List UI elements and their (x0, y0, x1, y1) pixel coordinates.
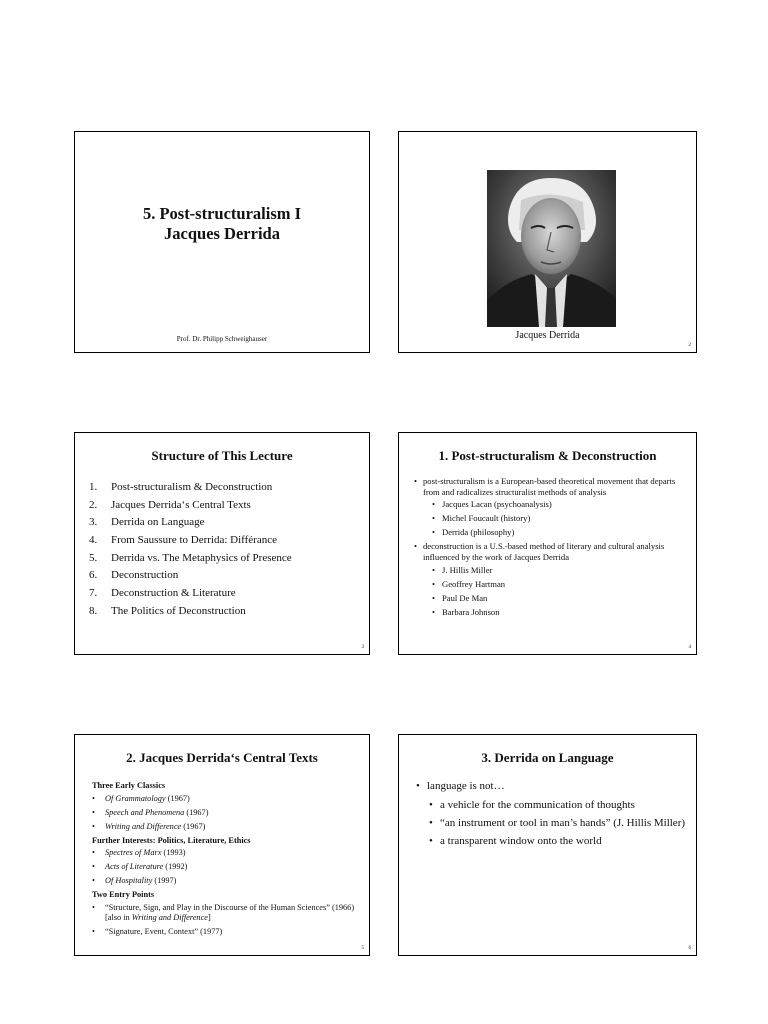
bullet-list (414, 780, 690, 853)
list-item: • Of Grammatology (1967) (92, 794, 364, 804)
list-item: 2. Jacques Derrida‘s Central Texts (89, 498, 251, 511)
title-line-2: Jacques Derrida (164, 224, 280, 243)
page-number: 5 (361, 946, 364, 951)
bullet-deconstruction: • deconstruction is a U.S.-based method of literary and cultural analysis influenced by the work of Jacques Derrida (412, 541, 690, 562)
page-number: 4 (688, 645, 691, 650)
list-item: • Michel Foucault (history) (412, 513, 690, 524)
list-item: • Acts of Literature (1992) (92, 862, 364, 872)
list-item: 3. Derrida on Language (89, 516, 205, 529)
list-item: 1. Post-structuralism & Deconstruction (89, 481, 273, 493)
bullet-poststructuralism: • post-structuralism is a European-based theoretical movement that departs from and radicalizes structuralist methods of analysis (412, 476, 690, 497)
slide-heading: 2. Jacques Derrida‘s Central Texts (126, 750, 318, 765)
list-item: • Derrida (philosophy) (412, 527, 690, 538)
slide-heading: 3. Derrida on Language (481, 750, 614, 765)
slide-title (74, 131, 370, 353)
section-heading: Two Entry Points (92, 890, 155, 900)
list-item: • “Signature, Event, Context” (1977) (92, 927, 364, 937)
list-item: 5. Derrida vs. The Metaphysics of Presence (89, 551, 292, 564)
author-name: Prof. Dr. Philipp Schweighauser (176, 335, 268, 343)
list-item: • Speech and Phenomena (1967) (92, 808, 364, 818)
list-item: • a transparent window onto the world (414, 835, 690, 848)
slide-central-texts (74, 734, 370, 956)
list-item: • J. Hillis Miller (412, 565, 690, 576)
page-number: 6 (688, 946, 691, 951)
list-item: • Paul De Man (412, 593, 690, 604)
portrait-caption: Jacques Derrida (515, 330, 580, 341)
section-heading: Further Interests: Politics, Literature, Ethics (92, 835, 251, 845)
slide-heading: 1. Post-structuralism & Deconstruction (438, 448, 657, 463)
bullet-language: • language is not… (414, 780, 690, 793)
slide-title-heading (75, 204, 369, 244)
slide-poststructuralism (398, 432, 697, 655)
list-item: 6. Deconstruction (89, 569, 179, 582)
page-number: 3 (361, 645, 364, 650)
page-number: 2 (688, 343, 691, 348)
list-item: • Barbara Johnson (412, 607, 690, 618)
list-item: 8. The Politics of Deconstruction (89, 604, 246, 617)
list-item: • “Structure, Sign, and Play in the Discourse of the Human Sciences” (1966) [also in Writing and Difference] (92, 903, 364, 924)
bullet-list (412, 476, 690, 621)
list-item: • Geoffrey Hartman (412, 579, 690, 590)
list-item: • Of Hospitality (1997) (92, 876, 364, 886)
list-item: • a vehicle for the communication of thoughts (414, 799, 690, 812)
slide-structure (74, 432, 370, 655)
slide-heading: Structure of This Lecture (151, 448, 293, 463)
title-line-1: 5. Post-structuralism I (142, 204, 302, 223)
slide-portrait (398, 131, 697, 353)
slide-language (398, 734, 697, 956)
list-item: • Spectres of Marx (1993) (92, 848, 364, 858)
list-item: 4. From Saussure to Derrida: Différance (89, 534, 277, 547)
list-item: • Writing and Difference (1967) (92, 822, 364, 832)
portrait-photo (487, 170, 616, 327)
list-item: • Jacques Lacan (psychoanalysis) (412, 499, 690, 510)
texts-list (92, 781, 364, 941)
list-item: • “an instrument or tool in man’s hands” (J. Hillis Miller) (414, 817, 690, 830)
lecture-outline (89, 479, 292, 621)
section-heading: Three Early Classics (92, 781, 166, 790)
list-item: 7. Deconstruction & Literature (89, 587, 236, 600)
